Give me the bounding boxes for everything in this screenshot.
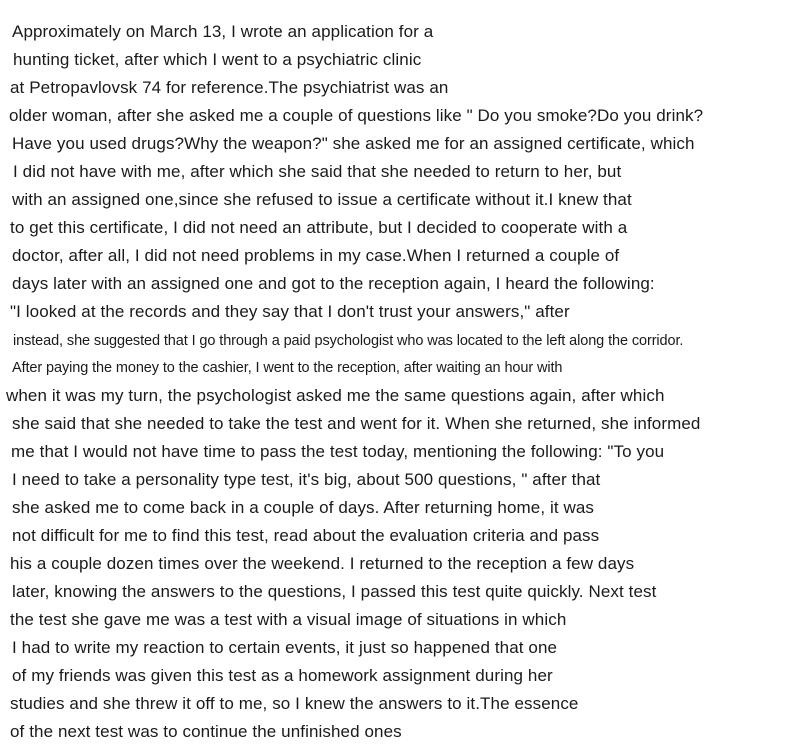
text-line: later, knowing the answers to the questions, I passed this test quite quickly. Next test	[12, 582, 657, 601]
text-line: instead, she suggested that I go through a paid psychologist who was located to the left along the corridor.	[13, 333, 684, 349]
text-line: at Petropavlovsk 74 for reference.The psychiatrist was an	[10, 78, 449, 97]
text-line: Approximately on March 13, I wrote an application for a	[12, 22, 434, 41]
text-line: when it was my turn, the psychologist asked me the same questions again, after which	[6, 386, 665, 405]
text-line: to get this certificate, I did not need an attribute, but I decided to cooperate with a	[10, 218, 628, 237]
text-line: doctor, after all, I did not need problems in my case.When I returned a couple of	[12, 246, 620, 265]
text-line: "I looked at the records and they say that I don't trust your answers," after	[10, 302, 570, 321]
text-line: studies and she threw it off to me, so I knew the answers to it.The essence	[10, 694, 579, 713]
text-line: I had to write my reaction to certain events, it just so happened that one	[12, 638, 558, 657]
text-line: older woman, after she asked me a couple of questions like " Do you smoke?Do you drink?	[9, 106, 704, 125]
text-line: I need to take a personality type test, it's big, about 500 questions, " after that	[12, 470, 601, 489]
text-line: I did not have with me, after which she said that she needed to return to her, but	[13, 162, 622, 181]
text-line: the test she gave me was a test with a visual image of situations in which	[10, 610, 567, 629]
text-line: days later with an assigned one and got to the reception again, I heard the following:	[12, 274, 655, 293]
text-line: she said that she needed to take the test and went for it. When she returned, she informed	[12, 414, 701, 433]
text-line: with an assigned one,since she refused to issue a certificate without it.I knew that	[12, 190, 632, 209]
text-line: Have you used drugs?Why the weapon?" she asked me for an assigned certificate, which	[12, 134, 695, 153]
text-line: me that I would not have time to pass the test today, mentioning the following: "To you	[11, 442, 665, 461]
text-line: hunting ticket, after which I went to a psychiatric clinic	[13, 50, 422, 69]
text-line: of the next test was to continue the unfinished ones	[10, 722, 402, 741]
text-line: of my friends was given this test as a homework assignment during her	[12, 666, 553, 685]
text-line: not difficult for me to find this test, read about the evaluation criteria and pass	[12, 526, 600, 545]
text-line: his a couple dozen times over the weekend. I returned to the reception a few days	[10, 554, 635, 573]
text-line: she asked me to come back in a couple of days. After returning home, it was	[12, 498, 595, 517]
text-line: After paying the money to the cashier, I went to the reception, after waiting an hour with	[12, 360, 563, 376]
